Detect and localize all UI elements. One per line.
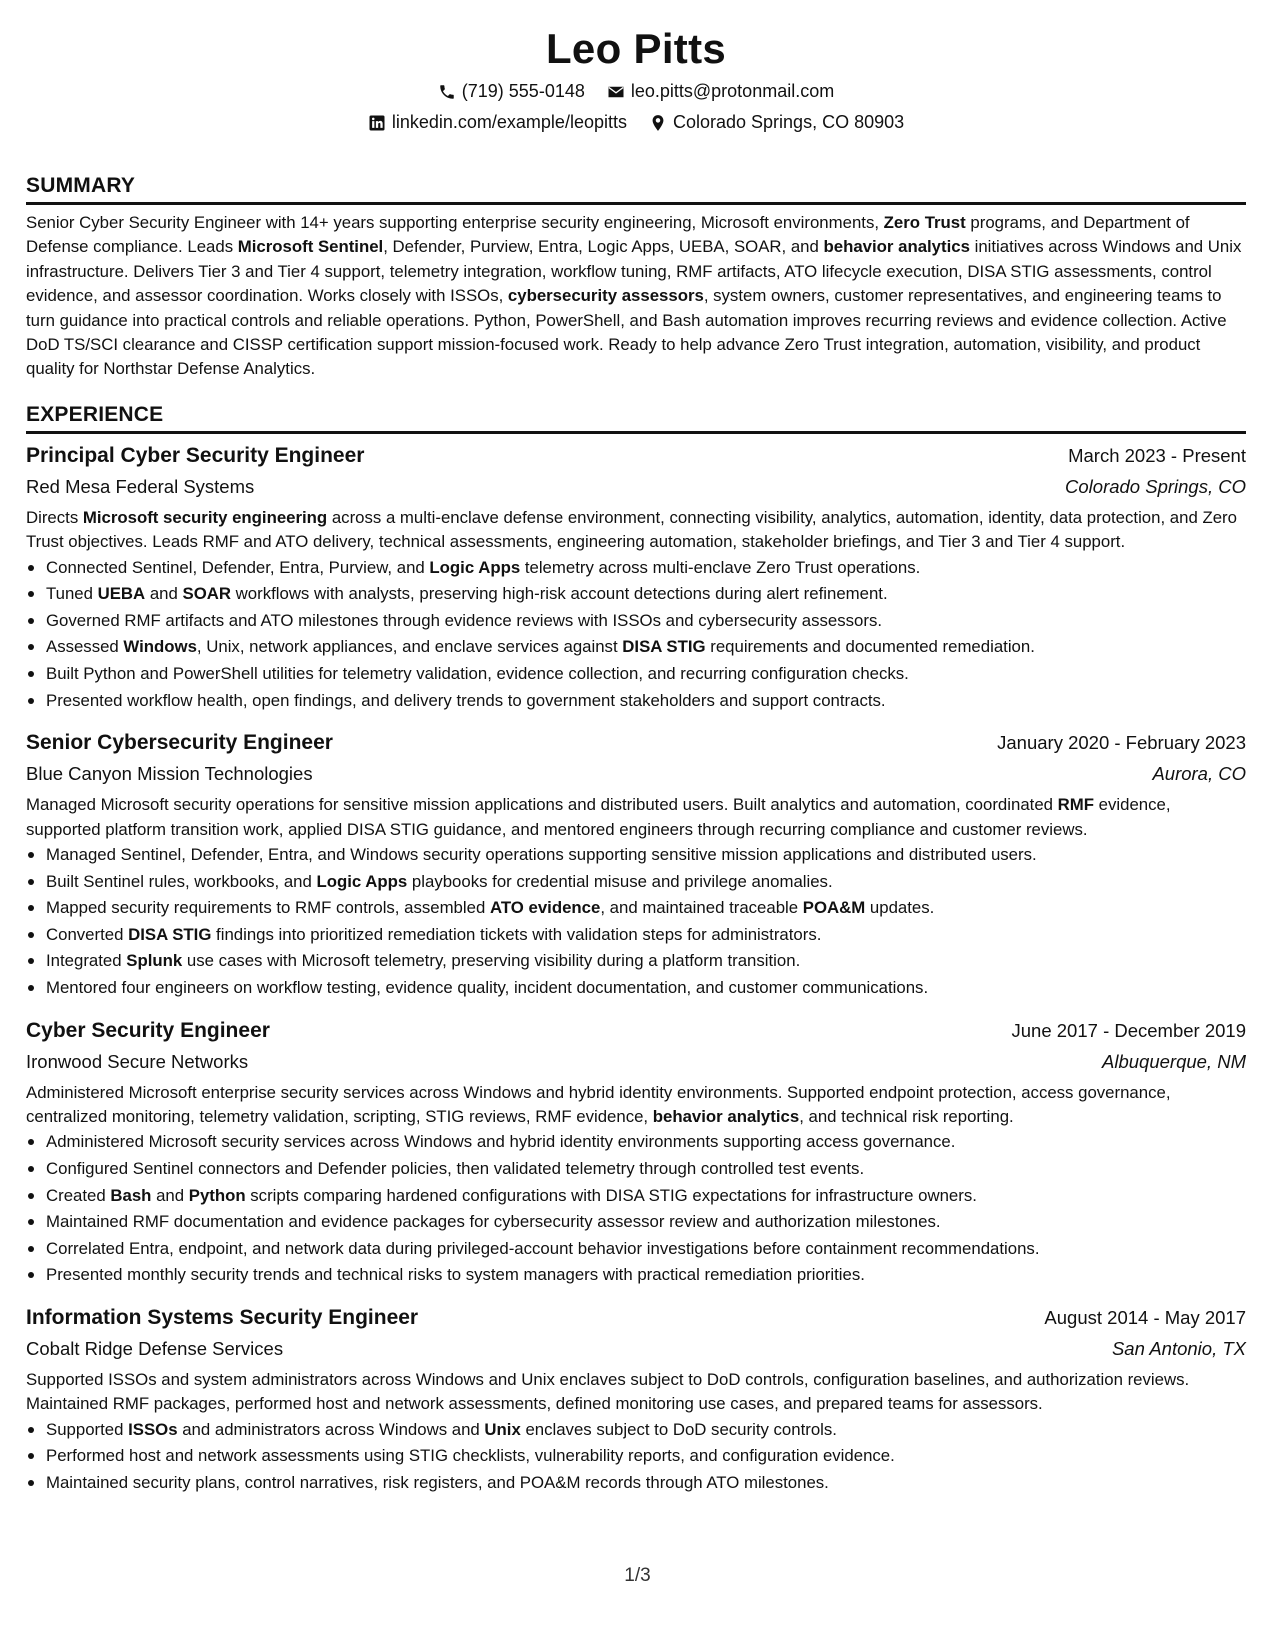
bold-keyword: DISA STIG bbox=[128, 924, 212, 944]
bold-keyword: behavior analytics bbox=[823, 237, 970, 257]
job-description: Administered Microsoft enterprise security services across Windows and hybrid identity environments. Supported endpoint protection, access governance, centralized monitoring, telemetry validation, scripting, STIG reviews, RMF evidence, behavior analytics, and technical risk reporting. bbox=[26, 1082, 1171, 1126]
job-dates: August 2014 - May 2017 bbox=[1044, 1306, 1246, 1328]
email-address[interactable]: leo.pitts@protonmail.com bbox=[630, 81, 835, 101]
job-description: Managed Microsoft security operations for sensitive mission applications and distributed users. Built analytics and automation, coordinated RMF evidence, supported platform transition work, applied DISA STIG guidance, and mentored engineers through recurring compliance and customer reviews. bbox=[26, 795, 1171, 839]
bold-keyword: Bash bbox=[110, 1185, 152, 1205]
experience-heading: EXPERIENCE bbox=[26, 400, 1246, 434]
job-title: Information Systems Security Engineer bbox=[26, 1305, 419, 1329]
bold-keyword: UEBA bbox=[97, 584, 146, 604]
summary-paragraph: Senior Cyber Security Engineer with 14+ years supporting enterprise security engineering, Microsoft environments, Zero Trust programs, and Department of Defense compliance. Leads Microsoft Sentinel, Defender, Purview, Entra, Logic Apps, UEBA, SOAR, and behavior analytics initiatives across Windows and Unix infrastructure. Delivers Tier 3 and Tier 4 support, telemetry integration, workflow tuning, RMF artifacts, ATO lifecycle execution, DISA STIG assessments, control evidence, and assessor coordination. Works closely with ISSOs, cybersecurity assessors, system owners, customer representatives, and engineering teams to turn guidance into practical controls and reliable operations. Python, PowerShell, and Bash automation improves recurring reviews and evidence collection. Active DoD TS/SCI clearance and CISSP certification support mission-focused work. Ready to help advance Zero Trust integration, automation, visibility, and product quality for Northstar Defense Analytics. bbox=[26, 213, 1242, 379]
bold-keyword: ATO evidence bbox=[489, 898, 601, 918]
job-company: Blue Canyon Mission Technologies bbox=[26, 763, 313, 785]
bullet-item: Integrated Splunk use cases with Microsoft telemetry, preserving visibility during a platform transition. bbox=[44, 948, 1246, 975]
job-bullets bbox=[26, 1417, 1246, 1497]
bullet-item: Performed host and network assessments using STIG checklists, vulnerability reports, and configuration evidence. bbox=[44, 1443, 1246, 1470]
bold-keyword: Splunk bbox=[126, 951, 183, 971]
job-description: Supported ISSOs and system administrators across Windows and Unix enclaves subject to DoD controls, configuration baselines, and authorization reviews. Maintained RMF packages, performed host and network assessments, defined monitoring use cases, and prepared teams for assessors. bbox=[26, 1369, 1190, 1414]
contact-location bbox=[649, 107, 904, 138]
phone-number[interactable]: (719) 555-0148 bbox=[461, 81, 585, 101]
job-dates: January 2020 - February 2023 bbox=[997, 732, 1246, 754]
bullet-item: Created Bash and Python scripts comparing hardened configurations with DISA STIG expectations for infrastructure owners. bbox=[44, 1183, 1246, 1210]
contact-linkedin bbox=[368, 107, 627, 138]
job-title: Principal Cyber Security Engineer bbox=[26, 443, 365, 467]
bullet-item: Mentored four engineers on workflow testing, evidence quality, incident documentation, and customer communications. bbox=[44, 975, 1246, 1002]
bullet-item: Assessed Windows, Unix, network appliances, and enclave services against DISA STIG requirements and documented remediation. bbox=[44, 634, 1246, 661]
linkedin-url[interactable]: linkedin.com/example/leopitts bbox=[391, 112, 627, 132]
job-company: Ironwood Secure Networks bbox=[26, 1050, 249, 1072]
location-text: Colorado Springs, CO 80903 bbox=[672, 112, 905, 132]
bold-keyword: Zero Trust bbox=[883, 213, 966, 232]
contact-line-2 bbox=[26, 107, 1246, 138]
resume-page bbox=[26, 22, 1246, 1497]
job-location: Aurora, CO bbox=[1152, 763, 1246, 785]
job-entry bbox=[26, 727, 1246, 1001]
phone-icon bbox=[438, 83, 456, 101]
bullet-item: Presented workflow health, open findings, and delivery trends to government stakeholders and support contracts. bbox=[44, 688, 1246, 715]
job-location: San Antonio, TX bbox=[1111, 1337, 1246, 1359]
map-pin-icon bbox=[649, 114, 667, 132]
job-bullets bbox=[26, 555, 1246, 715]
bold-keyword: Logic Apps bbox=[316, 871, 408, 891]
bold-keyword: Microsoft security engineering bbox=[82, 507, 328, 527]
bold-keyword: cybersecurity assessors bbox=[507, 286, 704, 306]
bullet-item: Administered Microsoft security services across Windows and hybrid identity environments supporting access governance. bbox=[44, 1129, 1246, 1156]
bold-keyword: Windows bbox=[123, 637, 197, 657]
contact-line-1 bbox=[26, 76, 1246, 107]
bullet-item: Maintained RMF documentation and evidence packages for cybersecurity assessor review and authorization milestones. bbox=[44, 1209, 1246, 1236]
bullet-item: Supported ISSOs and administrators across Windows and Unix enclaves subject to DoD security controls. bbox=[44, 1417, 1246, 1444]
contact-email bbox=[607, 76, 834, 107]
bold-keyword: Unix bbox=[484, 1419, 521, 1439]
bold-keyword: behavior analytics bbox=[652, 1107, 800, 1126]
bullet-item: Converted DISA STIG findings into prioritized remediation tickets with validation steps for administrators. bbox=[44, 922, 1246, 949]
bullet-item: Built Python and PowerShell utilities for telemetry validation, evidence collection, and recurring configuration checks. bbox=[44, 661, 1246, 688]
job-title: Cyber Security Engineer bbox=[26, 1018, 270, 1042]
bold-keyword: Microsoft Sentinel bbox=[237, 237, 384, 257]
bullet-item: Tuned UEBA and SOAR workflows with analysts, preserving high-risk account detections during alert refinement. bbox=[44, 581, 1246, 608]
job-entry bbox=[26, 1302, 1246, 1497]
bullet-item: Governed RMF artifacts and ATO milestones through evidence reviews with ISSOs and cybersecurity assessors. bbox=[44, 608, 1246, 635]
bullet-item: Correlated Entra, endpoint, and network data during privileged-account behavior investigations before containment recommendations. bbox=[44, 1236, 1246, 1263]
job-entry bbox=[26, 1015, 1246, 1289]
linkedin-icon bbox=[368, 114, 386, 132]
job-entry bbox=[26, 440, 1246, 714]
job-title: Senior Cybersecurity Engineer bbox=[26, 731, 333, 755]
job-dates: June 2017 - December 2019 bbox=[1011, 1019, 1246, 1041]
experience-list bbox=[26, 440, 1246, 1497]
bullet-item: Mapped security requirements to RMF controls, assembled ATO evidence, and maintained traceable POA&M updates. bbox=[44, 895, 1246, 922]
bold-keyword: DISA STIG bbox=[622, 637, 706, 657]
page-number: 1/3 bbox=[624, 1565, 651, 1586]
candidate-name: Leo Pitts bbox=[545, 25, 727, 72]
bold-keyword: POA&M bbox=[802, 898, 866, 918]
envelope-icon bbox=[607, 83, 625, 101]
bold-keyword: Python bbox=[188, 1185, 246, 1205]
summary-heading: SUMMARY bbox=[26, 171, 1246, 205]
bullet-item: Configured Sentinel connectors and Defender policies, then validated telemetry through controlled test events. bbox=[44, 1156, 1246, 1183]
bullet-item: Built Sentinel rules, workbooks, and Logic Apps playbooks for credential misuse and privilege anomalies. bbox=[44, 869, 1246, 896]
bold-keyword: Logic Apps bbox=[429, 557, 521, 577]
job-company: Red Mesa Federal Systems bbox=[26, 475, 255, 497]
job-location: Colorado Springs, CO bbox=[1065, 475, 1246, 497]
job-description: Directs Microsoft security engineering across a multi-enclave defense environment, connecting visibility, analytics, automation, identity, data protection, and Zero Trust objectives. Leads RMF and ATO delivery, technical assessments, engineering automation, stakeholder briefings, and Tier 3 and Tier 4 support. bbox=[26, 507, 1237, 552]
job-dates: March 2023 - Present bbox=[1068, 444, 1246, 466]
job-bullets bbox=[26, 842, 1246, 1002]
bold-keyword: ISSOs bbox=[128, 1419, 178, 1439]
bold-keyword: SOAR bbox=[182, 584, 231, 604]
bold-keyword: RMF bbox=[1057, 795, 1095, 815]
job-bullets bbox=[26, 1129, 1246, 1289]
bullet-item: Presented monthly security trends and technical risks to system managers with practical remediation priorities. bbox=[44, 1262, 1246, 1289]
bullet-item: Managed Sentinel, Defender, Entra, and Windows security operations supporting sensitive mission applications and distributed users. bbox=[44, 842, 1246, 869]
job-company: Cobalt Ridge Defense Services bbox=[26, 1337, 284, 1359]
job-location: Albuquerque, NM bbox=[1102, 1050, 1246, 1072]
contact-phone bbox=[438, 76, 585, 107]
bullet-item: Maintained security plans, control narratives, risk registers, and POA&M records through ATO milestones. bbox=[44, 1470, 1246, 1497]
bullet-item: Connected Sentinel, Defender, Entra, Purview, and Logic Apps telemetry across multi-enclave Zero Trust operations. bbox=[44, 555, 1246, 582]
